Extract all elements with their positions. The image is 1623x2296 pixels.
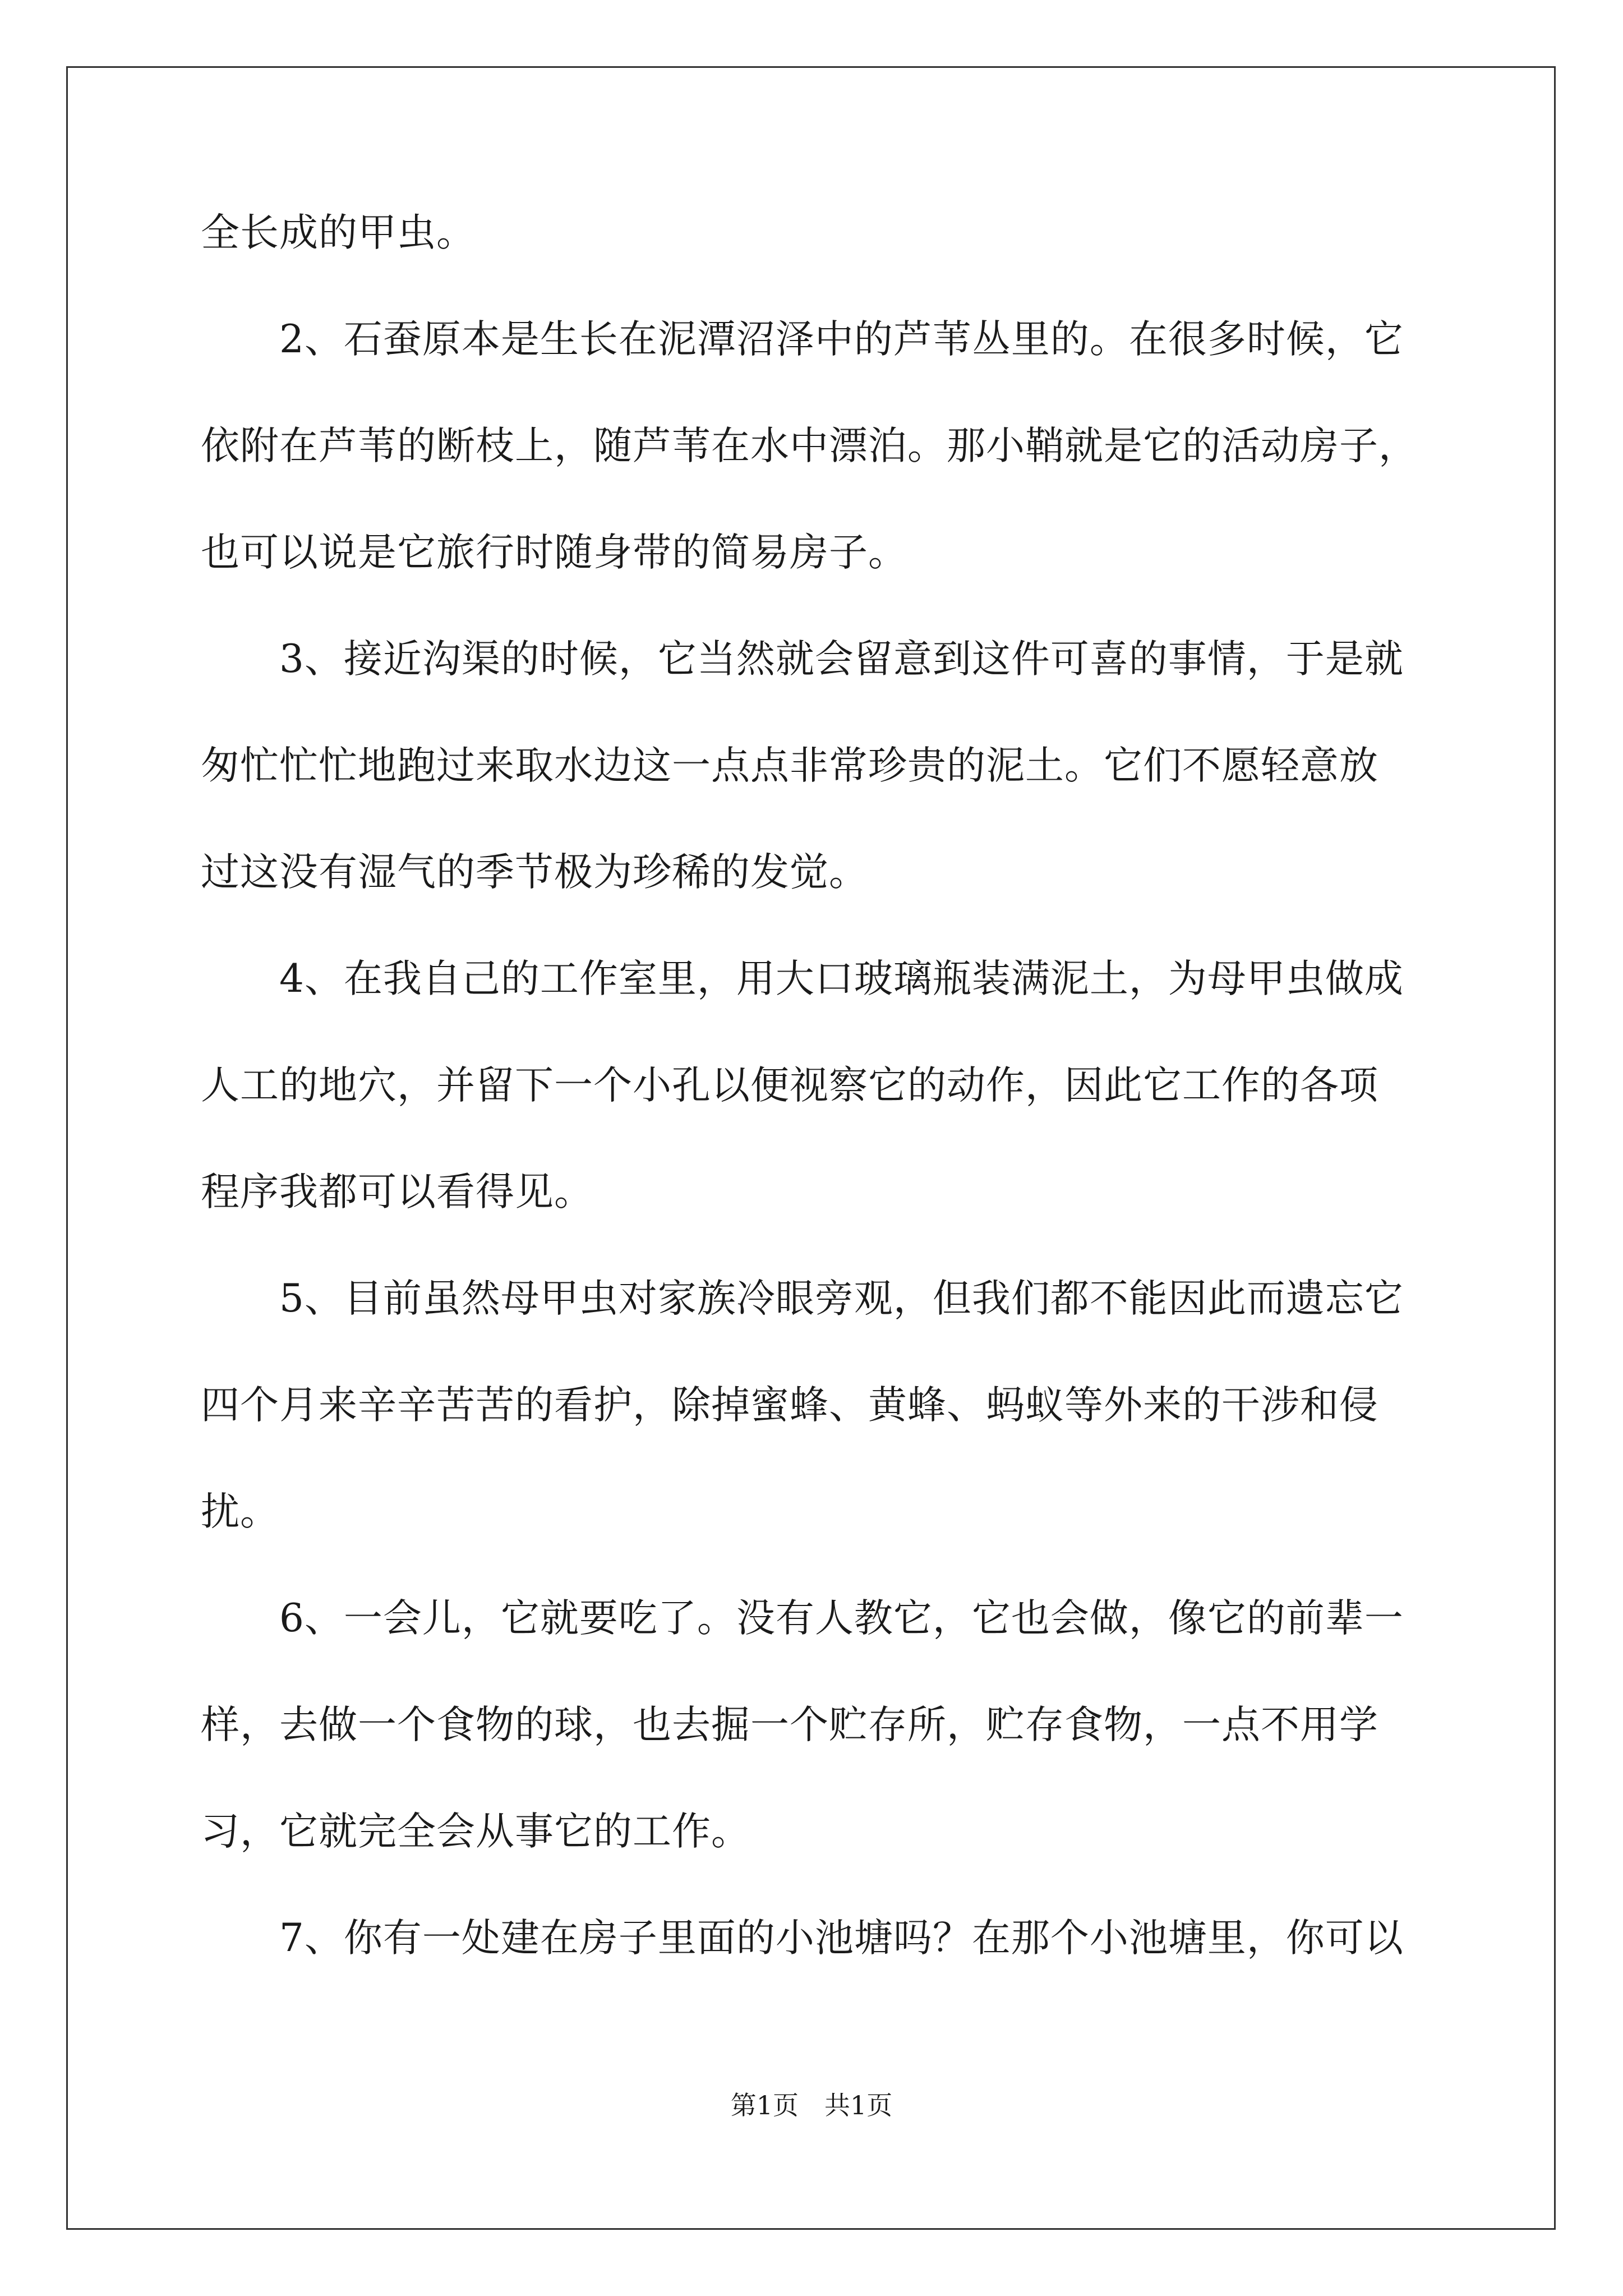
text-line: 程序我都可以看得见。	[201, 1170, 593, 1214]
text-line: 四个月来辛辛苦苦的看护，除掉蜜蜂、黄蜂、蚂蚁等外来的干涉和侵	[201, 1383, 1378, 1428]
text-line: 3、接近沟渠的时候，它当然就会留意到这件可喜的事情，于是就	[201, 637, 1404, 682]
page-border	[66, 66, 1556, 2230]
text-line: 习，它就完全会从事它的工作。	[201, 1809, 750, 1854]
text-line: 6、一会儿，它就要吃了。没有人教它，它也会做，像它的前辈一	[201, 1596, 1404, 1641]
page-number-footer: 第1页 共1页	[730, 2090, 893, 2120]
text-line: 7、你有一处建在房子里面的小池塘吗？在那个小池塘里，你可以	[201, 1916, 1404, 1961]
text-line: 扰。	[201, 1489, 279, 1534]
text-line: 4、在我自己的工作室里，用大口玻璃瓶装满泥土，为母甲虫做成	[201, 956, 1404, 1001]
text-line: 人工的地穴，并留下一个小孔以便视察它的动作，因此它工作的各项	[201, 1063, 1378, 1108]
text-line: 匆忙忙忙地跑过来取水边这一点点非常珍贵的泥土。它们不愿轻意放	[201, 743, 1378, 788]
text-line: 5、目前虽然母甲虫对家族冷眼旁观，但我们都不能因此而遗忘它	[201, 1276, 1404, 1321]
text-line: 过这没有湿气的季节极为珍稀的发觉。	[201, 850, 868, 895]
text-line: 2、石蚕原本是生长在泥潭沼泽中的芦苇丛里的。在很多时候，它	[201, 317, 1404, 362]
text-line: 样，去做一个食物的球，也去掘一个贮存所，贮存食物，一点不用学	[201, 1703, 1378, 1747]
text-line: 依附在芦苇的断枝上，随芦苇在水中漂泊。那小鞘就是它的活动房子，	[201, 424, 1418, 468]
text-line: 也可以说是它旅行时随身带的简易房子。	[201, 530, 907, 575]
text-line: 全长成的甲虫。	[201, 210, 476, 255]
